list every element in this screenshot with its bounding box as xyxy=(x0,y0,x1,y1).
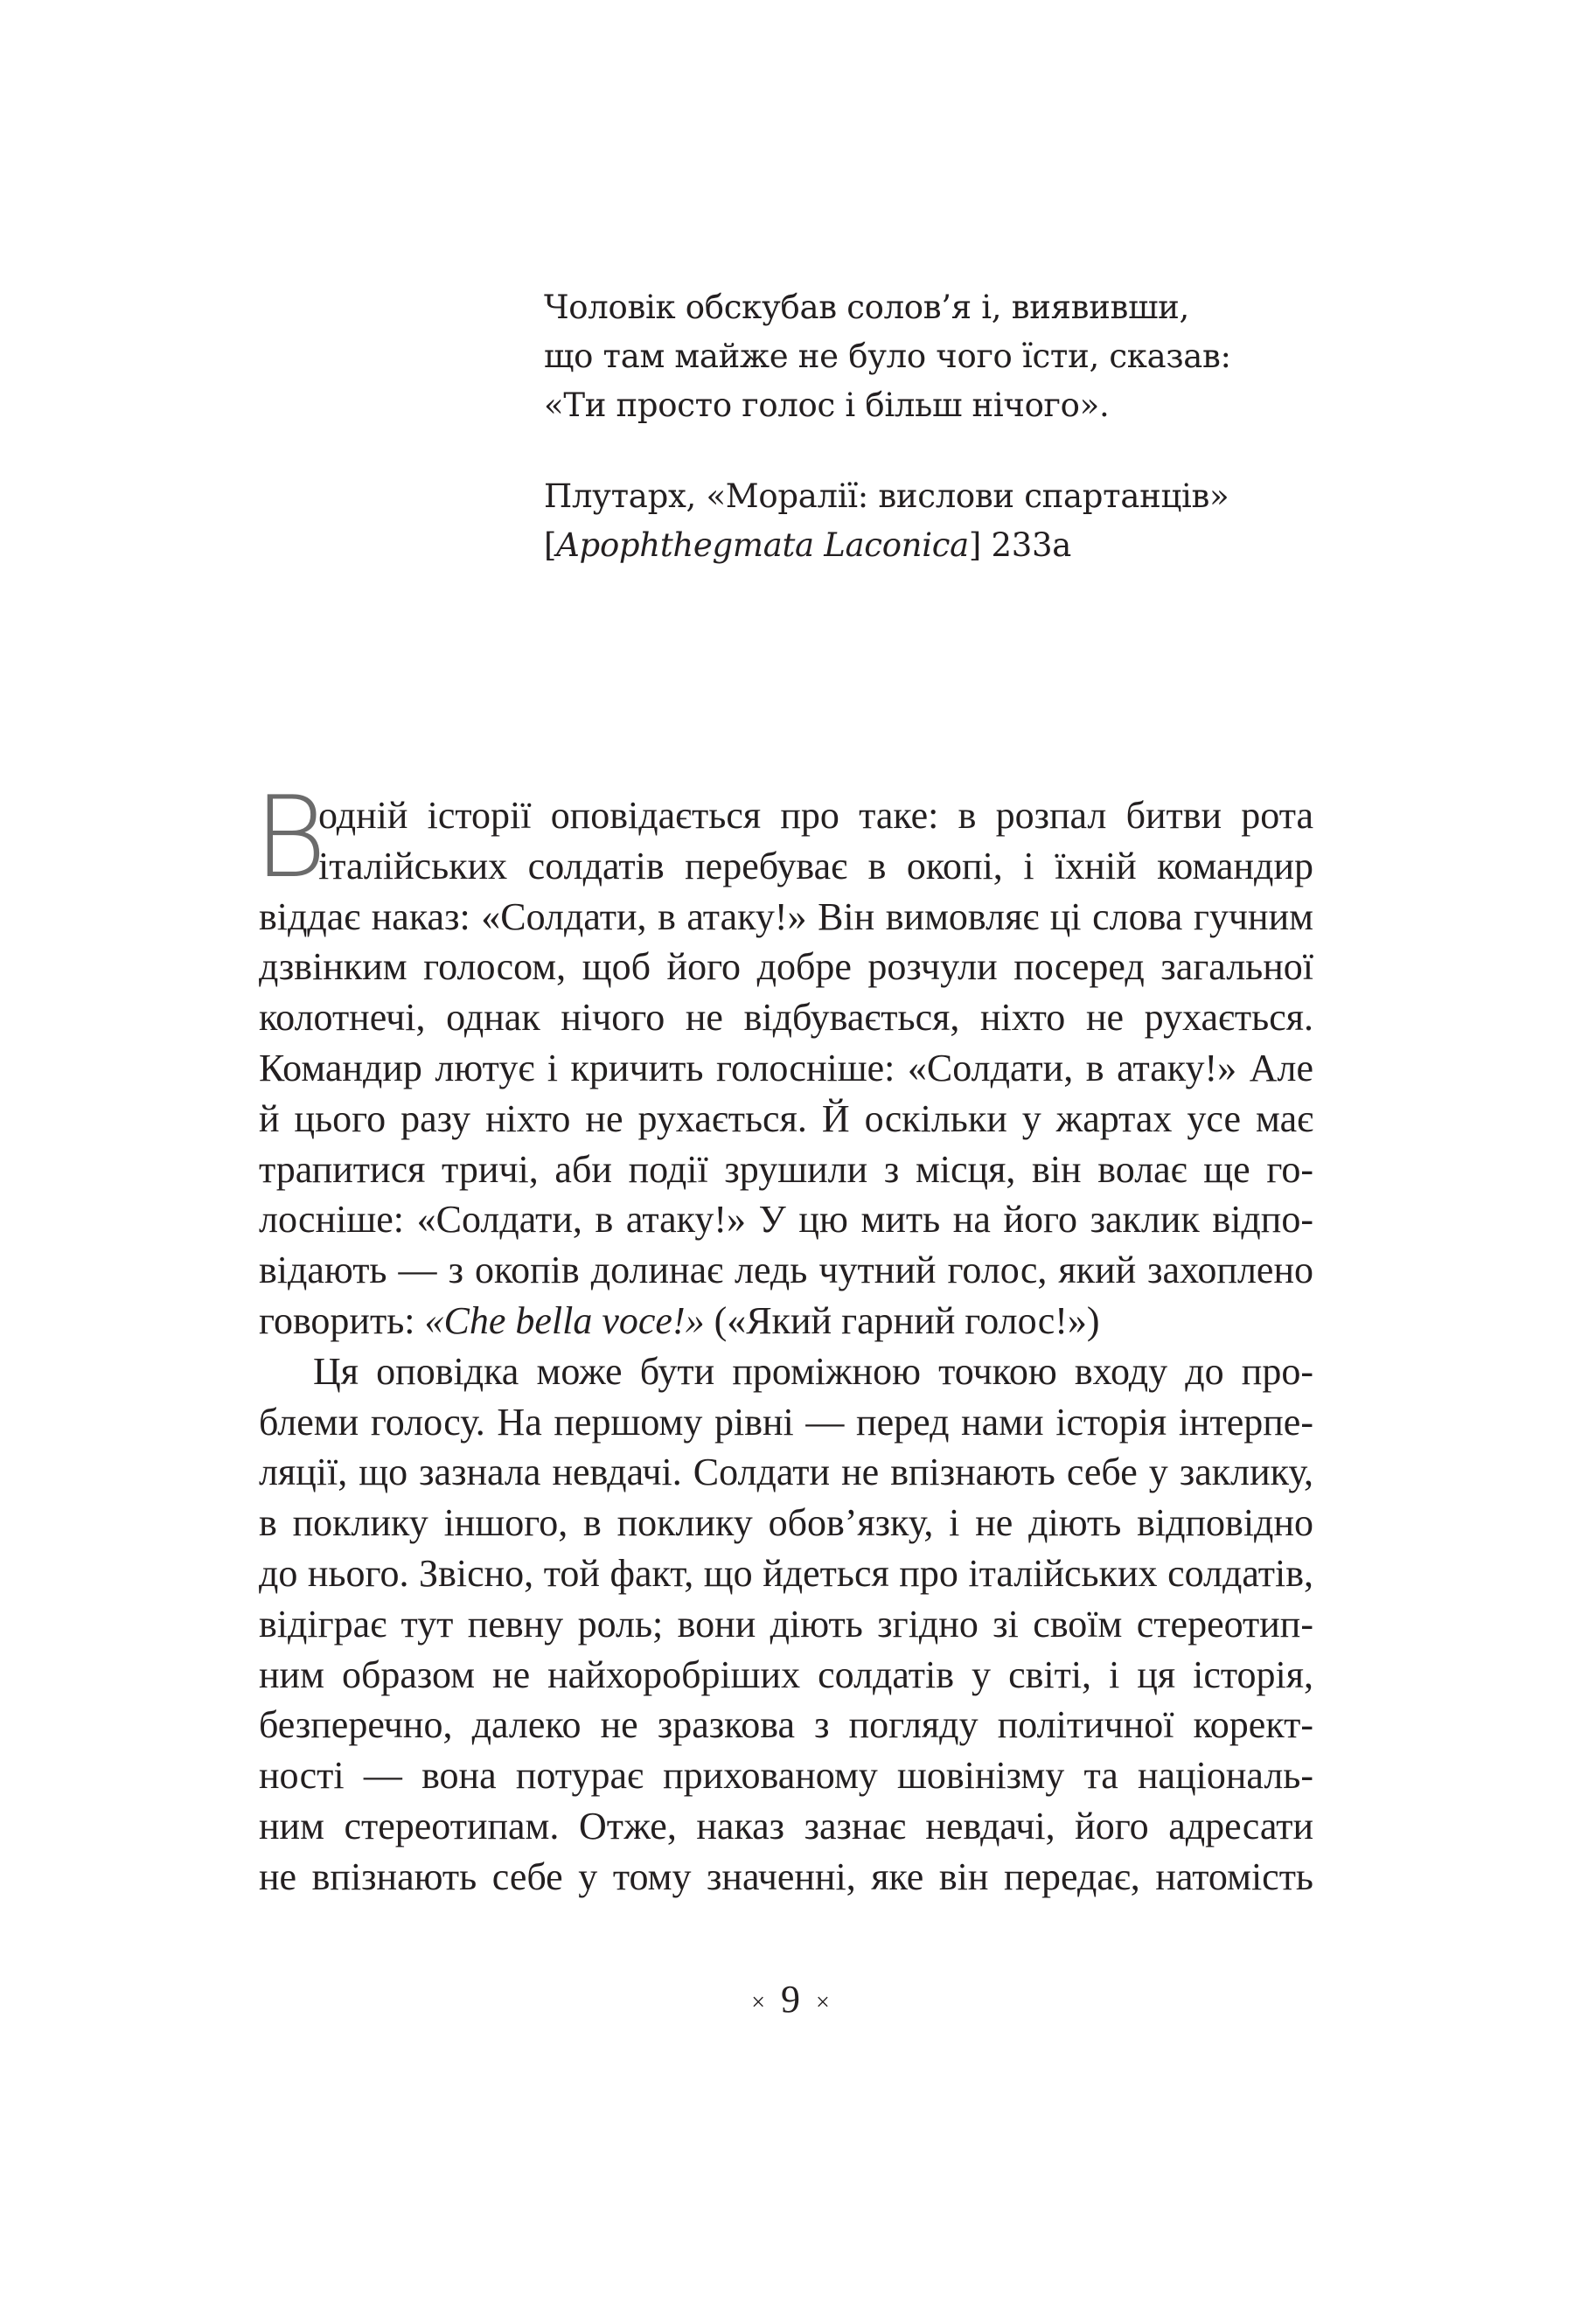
attribution-tail: ] 233a xyxy=(968,526,1071,564)
epigraph-quote-line: «Ти просто голос і більш нічого». xyxy=(544,386,1110,424)
epigraph-quote-line: Чоловік обскубав солов’я і, виявивши, xyxy=(544,289,1190,326)
text-line: дзвінким голосом, щоб його добре розчули посеред загальної xyxy=(259,945,1313,989)
text-line: в поклику іншого, в поклику обов’язку, і не діють відповідно xyxy=(259,1501,1313,1545)
page-number-ornament-left: × xyxy=(751,1988,765,2016)
attribution-latin-title: Apophthegmata Laconica xyxy=(556,526,969,564)
text-fragment: («Який гарний голос!») xyxy=(704,1298,1100,1342)
text-line: ності — вона потурає прихованому шовінізму та національ- xyxy=(259,1754,1313,1798)
text-line: відають — з окопів долинає ледь чутний голос, який захоплено xyxy=(259,1249,1313,1292)
text-line: Ця оповідка може бути проміжною точкою входу до про- xyxy=(313,1349,1313,1393)
text-line: ляції, що зазнала невдачі. Солдати не впізнають себе у заклику, xyxy=(259,1451,1313,1494)
main-text xyxy=(259,790,1313,1903)
paragraph-2 xyxy=(259,1346,1313,1903)
text-line: одній історії оповідається про таке: в розпал битви рота xyxy=(318,794,1313,837)
paragraph-1 xyxy=(259,790,1313,1346)
text-line: італійських солдатів перебуває в окопі, і їхній командир xyxy=(318,844,1313,887)
text-line: віддає наказ: «Солдати, в атаку!» Він вимовляє ці слова гучним xyxy=(259,894,1313,938)
italic-quote: «Che bella voce!» xyxy=(424,1298,705,1342)
text-line: безперечно, далеко не зразкова з погляду політичної корект- xyxy=(259,1703,1313,1747)
epigraph-attribution xyxy=(544,472,1331,570)
epigraph xyxy=(544,283,1331,570)
page-number xyxy=(0,1978,1581,2025)
page-number-ornament-right: × xyxy=(816,1988,830,2016)
text-line: трапитися тричі, аби події зрушили з місця, він волає ще го- xyxy=(259,1147,1313,1191)
epigraph-quote-line: що там майже не було чого їсти, сказав: xyxy=(544,337,1231,375)
text-line: колотнечі, однак нічого не відбувається, ніхто не рухається. xyxy=(259,996,1313,1040)
text-line: ним стереотипам. Отже, наказ зазнає невдачі, його адресати xyxy=(259,1804,1313,1847)
page-number-value: 9 xyxy=(781,1978,800,2021)
text-line: не впізнають себе у тому значенні, яке він передає, натомість xyxy=(259,1854,1313,1898)
drop-cap: В xyxy=(254,773,327,903)
attribution-bracket: [ xyxy=(544,526,557,564)
text-fragment: говорить: xyxy=(259,1298,425,1342)
attribution-source: Плутарх, «Моралії: вислови спартанців» xyxy=(544,477,1229,515)
text-line xyxy=(259,1296,1313,1346)
text-line: блеми голосу. На першому рівні — перед нами історія інтерпе- xyxy=(259,1400,1313,1444)
text-line: ним образом не найхоробріших солдатів у світі, і ця історія, xyxy=(259,1653,1313,1696)
text-line: Командир лютує і кричить голосніше: «Солдати, в атаку!» Але xyxy=(259,1046,1313,1089)
text-line: лосніше: «Солдати, в атаку!» У цю мить на його заклик відпо- xyxy=(259,1198,1313,1242)
attribution-reference xyxy=(544,521,1331,570)
epigraph-quote xyxy=(544,283,1331,430)
text-line: відіграє тут певну роль; вони діють згідно зі своїм стереотип- xyxy=(259,1602,1313,1646)
text-line: до нього. Звісно, той факт, що йдеться про італійських солдатів, xyxy=(259,1551,1313,1595)
text-line: й цього разу ніхто не рухається. Й оскільки у жартах усе має xyxy=(259,1096,1313,1140)
